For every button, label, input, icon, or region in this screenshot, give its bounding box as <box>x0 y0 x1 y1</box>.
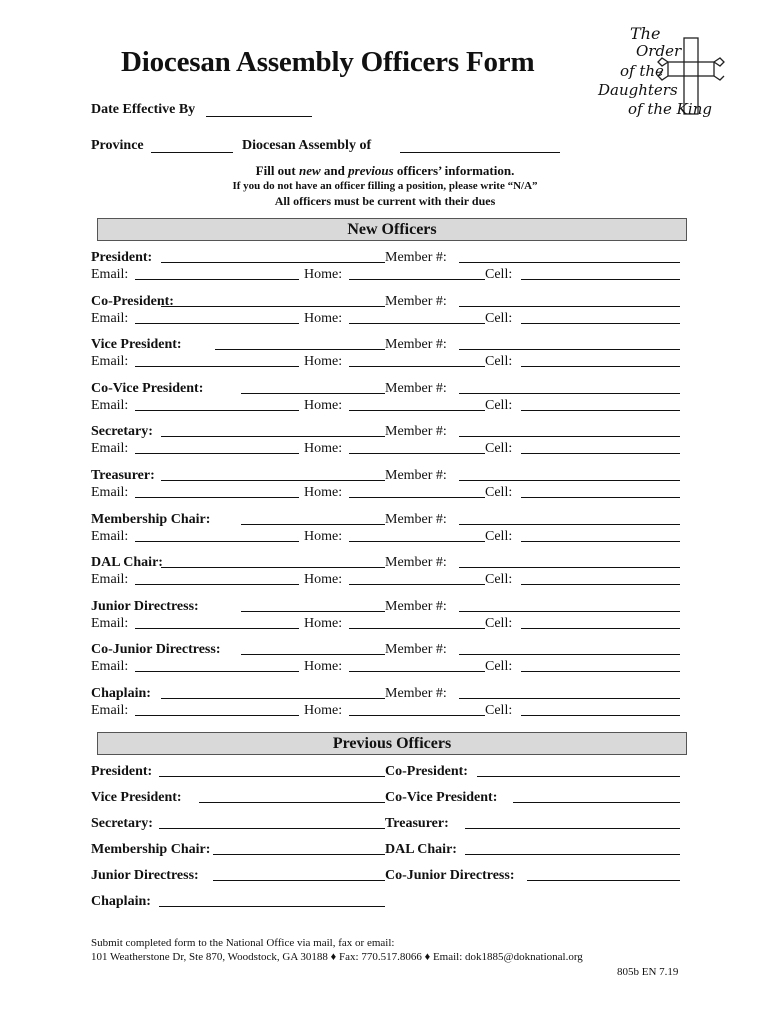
home-phone-label: Home: <box>304 398 343 413</box>
home-phone-field[interactable] <box>349 354 485 367</box>
logo-text-daughters: Daughters <box>598 81 678 99</box>
email-label: Email: <box>91 659 129 674</box>
new-officers-heading: New Officers <box>97 218 687 241</box>
officer-position-label: Vice President: <box>91 337 182 352</box>
officer-name-field[interactable] <box>161 555 385 568</box>
previous-officer-row <box>91 868 681 884</box>
member-number-label: Member #: <box>385 512 447 527</box>
home-phone-label: Home: <box>304 311 343 326</box>
officer-row <box>91 294 681 310</box>
email-field[interactable] <box>135 529 299 542</box>
officer-position-label: Secretary: <box>91 424 153 439</box>
member-number-label: Member #: <box>385 555 447 570</box>
form-code: 805b EN 7.19 <box>617 966 679 978</box>
previous-officer-row <box>91 764 681 780</box>
email-field[interactable] <box>135 267 299 280</box>
previous-officer-name-field[interactable] <box>465 816 680 829</box>
previous-officer-row <box>91 790 681 806</box>
home-phone-field[interactable] <box>349 572 485 585</box>
officer-contact-row <box>91 485 681 501</box>
officer-name-field[interactable] <box>241 512 385 525</box>
officer-position-label: Treasurer: <box>91 468 155 483</box>
previous-officers-heading: Previous Officers <box>97 732 687 755</box>
date-effective-label: Date Effective By <box>91 102 196 117</box>
previous-officer-name-field[interactable] <box>199 790 385 803</box>
home-phone-field[interactable] <box>349 441 485 454</box>
officer-position-label: Membership Chair: <box>91 512 211 527</box>
home-phone-label: Home: <box>304 572 343 587</box>
previous-position-label: Vice President: <box>91 790 182 805</box>
member-number-label: Member #: <box>385 294 447 309</box>
member-number-label: Member #: <box>385 686 447 701</box>
previous-officer-name-field[interactable] <box>513 790 680 803</box>
email-label: Email: <box>91 354 129 369</box>
email-field[interactable] <box>135 703 299 716</box>
email-field[interactable] <box>135 659 299 672</box>
officer-position-label: Co-President: <box>91 294 174 309</box>
cell-phone-label: Cell: <box>485 398 513 413</box>
officer-position-label: Chaplain: <box>91 686 151 701</box>
home-phone-label: Home: <box>304 616 343 631</box>
officer-position-label: Junior Directress: <box>91 599 199 614</box>
officer-position-label: Co-Junior Directress: <box>91 642 221 657</box>
home-phone-label: Home: <box>304 529 343 544</box>
officer-row <box>91 337 681 353</box>
instructions-line-3: All officers must be current with their dues <box>274 194 496 208</box>
previous-position-label: Co-President: <box>385 764 468 779</box>
email-field[interactable] <box>135 485 299 498</box>
home-phone-field[interactable] <box>349 659 485 672</box>
footer-line-1: Submit completed form to the National Office via mail, fax or email: <box>91 937 395 949</box>
instr-new: new <box>299 163 321 178</box>
email-field[interactable] <box>135 616 299 629</box>
previous-position-label: Secretary: <box>91 816 153 831</box>
cell-phone-label: Cell: <box>485 311 513 326</box>
member-number-label: Member #: <box>385 468 447 483</box>
cell-phone-field[interactable] <box>521 572 680 585</box>
cell-phone-field[interactable] <box>521 311 680 324</box>
cell-phone-field[interactable] <box>521 659 680 672</box>
member-number-field[interactable] <box>459 294 680 307</box>
cell-phone-field[interactable] <box>521 354 680 367</box>
member-number-label: Member #: <box>385 337 447 352</box>
email-field[interactable] <box>135 441 299 454</box>
officer-contact-row <box>91 703 681 719</box>
member-number-field[interactable] <box>459 642 680 655</box>
previous-officer-name-field[interactable] <box>159 894 385 907</box>
cell-phone-label: Cell: <box>485 529 513 544</box>
instructions-line-1 <box>0 163 770 179</box>
instr-previous: previous <box>348 163 394 178</box>
cell-phone-label: Cell: <box>485 616 513 631</box>
footer-line-2: 101 Weatherstone Dr, Ste 870, Woodstock, GA 30188 ♦ Fax: 770.517.8066 ♦ Email: dok1885@doknational.org <box>91 951 583 963</box>
member-number-field[interactable] <box>459 250 680 263</box>
cell-phone-field[interactable] <box>521 485 680 498</box>
form-title: Diocesan Assembly Officers Form <box>121 46 535 78</box>
home-phone-field[interactable] <box>349 267 485 280</box>
officer-contact-row <box>91 398 681 414</box>
officer-row <box>91 599 681 615</box>
cell-phone-label: Cell: <box>485 441 513 456</box>
previous-position-label: President: <box>91 764 153 779</box>
date-effective-field[interactable] <box>206 104 312 117</box>
officer-row <box>91 424 681 440</box>
previous-position-label: Chaplain: <box>91 894 151 909</box>
cell-phone-label: Cell: <box>485 572 513 587</box>
member-number-label: Member #: <box>385 599 447 614</box>
officer-row <box>91 686 681 702</box>
province-field[interactable] <box>151 140 233 153</box>
member-number-field[interactable] <box>459 468 680 481</box>
email-label: Email: <box>91 311 129 326</box>
member-number-label: Member #: <box>385 642 447 657</box>
officer-row <box>91 642 681 658</box>
email-label: Email: <box>91 616 129 631</box>
member-number-field[interactable] <box>459 337 680 350</box>
previous-officer-row <box>91 816 681 832</box>
logo-text-the: The <box>630 24 661 43</box>
home-phone-label: Home: <box>304 267 343 282</box>
officer-contact-row <box>91 267 681 283</box>
officer-name-field[interactable] <box>241 381 385 394</box>
province-label: Province <box>91 138 144 153</box>
officer-row <box>91 468 681 484</box>
officer-contact-row <box>91 616 681 632</box>
email-label: Email: <box>91 529 129 544</box>
officer-position-label: DAL Chair: <box>91 555 163 570</box>
officer-name-field[interactable] <box>161 294 385 307</box>
member-number-field[interactable] <box>459 424 680 437</box>
previous-officer-name-field[interactable] <box>159 816 385 829</box>
officer-row <box>91 512 681 528</box>
email-field[interactable] <box>135 354 299 367</box>
email-label: Email: <box>91 572 129 587</box>
officer-name-field[interactable] <box>161 250 385 263</box>
email-field[interactable] <box>135 572 299 585</box>
cell-phone-field[interactable] <box>521 616 680 629</box>
previous-position-label: Treasurer: <box>385 816 449 831</box>
previous-position-label: Membership Chair: <box>91 842 211 857</box>
logo-text-of-the: of the <box>620 62 664 80</box>
previous-position-label: Co-Junior Directress: <box>385 868 515 883</box>
officer-contact-row <box>91 311 681 327</box>
cell-phone-label: Cell: <box>485 659 513 674</box>
assembly-label: Diocesan Assembly of <box>242 138 372 153</box>
previous-officer-name-field[interactable] <box>213 842 385 855</box>
assembly-field[interactable] <box>400 140 560 153</box>
email-label: Email: <box>91 267 129 282</box>
cell-phone-field[interactable] <box>521 398 680 411</box>
email-label: Email: <box>91 398 129 413</box>
officer-row <box>91 250 681 266</box>
officer-position-label: President: <box>91 250 153 265</box>
cell-phone-label: Cell: <box>485 354 513 369</box>
member-number-label: Member #: <box>385 381 447 396</box>
email-field[interactable] <box>135 311 299 324</box>
order-logo <box>590 22 730 122</box>
member-number-field[interactable] <box>459 599 680 612</box>
officer-name-field[interactable] <box>215 337 385 350</box>
officer-position-label: Co-Vice President: <box>91 381 204 396</box>
member-number-field[interactable] <box>459 381 680 394</box>
previous-officer-name-field[interactable] <box>213 868 385 881</box>
member-number-field[interactable] <box>459 555 680 568</box>
home-phone-label: Home: <box>304 354 343 369</box>
member-number-label: Member #: <box>385 424 447 439</box>
previous-officer-row <box>91 842 681 858</box>
cell-phone-label: Cell: <box>485 703 513 718</box>
home-phone-field[interactable] <box>349 311 485 324</box>
member-number-label: Member #: <box>385 250 447 265</box>
instr-suffix: officers’ information. <box>396 163 515 178</box>
officer-row <box>91 555 681 571</box>
home-phone-label: Home: <box>304 441 343 456</box>
email-label: Email: <box>91 441 129 456</box>
officer-name-field[interactable] <box>241 642 385 655</box>
officer-name-field[interactable] <box>161 424 385 437</box>
instructions-line-2: If you do not have an officer filling a position, please write “N/A” <box>232 180 538 192</box>
cell-phone-label: Cell: <box>485 485 513 500</box>
email-label: Email: <box>91 703 129 718</box>
officer-contact-row <box>91 354 681 370</box>
officer-row <box>91 381 681 397</box>
previous-officer-name-field[interactable] <box>527 868 680 881</box>
member-number-field[interactable] <box>459 686 680 699</box>
previous-position-label: DAL Chair: <box>385 842 457 857</box>
home-phone-label: Home: <box>304 659 343 674</box>
officer-contact-row <box>91 529 681 545</box>
previous-officer-name-field[interactable] <box>477 764 680 777</box>
previous-officer-row <box>91 894 681 910</box>
previous-position-label: Junior Directress: <box>91 868 199 883</box>
cell-phone-field[interactable] <box>521 441 680 454</box>
officer-contact-row <box>91 441 681 457</box>
logo-text-order: Order <box>636 42 682 60</box>
previous-position-label: Co-Vice President: <box>385 790 498 805</box>
home-phone-field[interactable] <box>349 398 485 411</box>
home-phone-field[interactable] <box>349 529 485 542</box>
officer-contact-row <box>91 572 681 588</box>
cell-phone-label: Cell: <box>485 267 513 282</box>
home-phone-field[interactable] <box>349 616 485 629</box>
cell-phone-field[interactable] <box>521 267 680 280</box>
home-phone-field[interactable] <box>349 485 485 498</box>
officer-name-field[interactable] <box>161 468 385 481</box>
previous-officer-name-field[interactable] <box>465 842 680 855</box>
home-phone-field[interactable] <box>349 703 485 716</box>
instr-and: and <box>323 163 345 178</box>
cell-phone-field[interactable] <box>521 529 680 542</box>
member-number-field[interactable] <box>459 512 680 525</box>
previous-officer-name-field[interactable] <box>159 764 385 777</box>
officer-name-field[interactable] <box>241 599 385 612</box>
logo-text-of-the-king: of the King <box>628 100 712 118</box>
email-field[interactable] <box>135 398 299 411</box>
officer-name-field[interactable] <box>161 686 385 699</box>
cell-phone-field[interactable] <box>521 703 680 716</box>
home-phone-label: Home: <box>304 703 343 718</box>
email-label: Email: <box>91 485 129 500</box>
home-phone-label: Home: <box>304 485 343 500</box>
instr-prefix: Fill out <box>255 163 296 178</box>
officer-contact-row <box>91 659 681 675</box>
